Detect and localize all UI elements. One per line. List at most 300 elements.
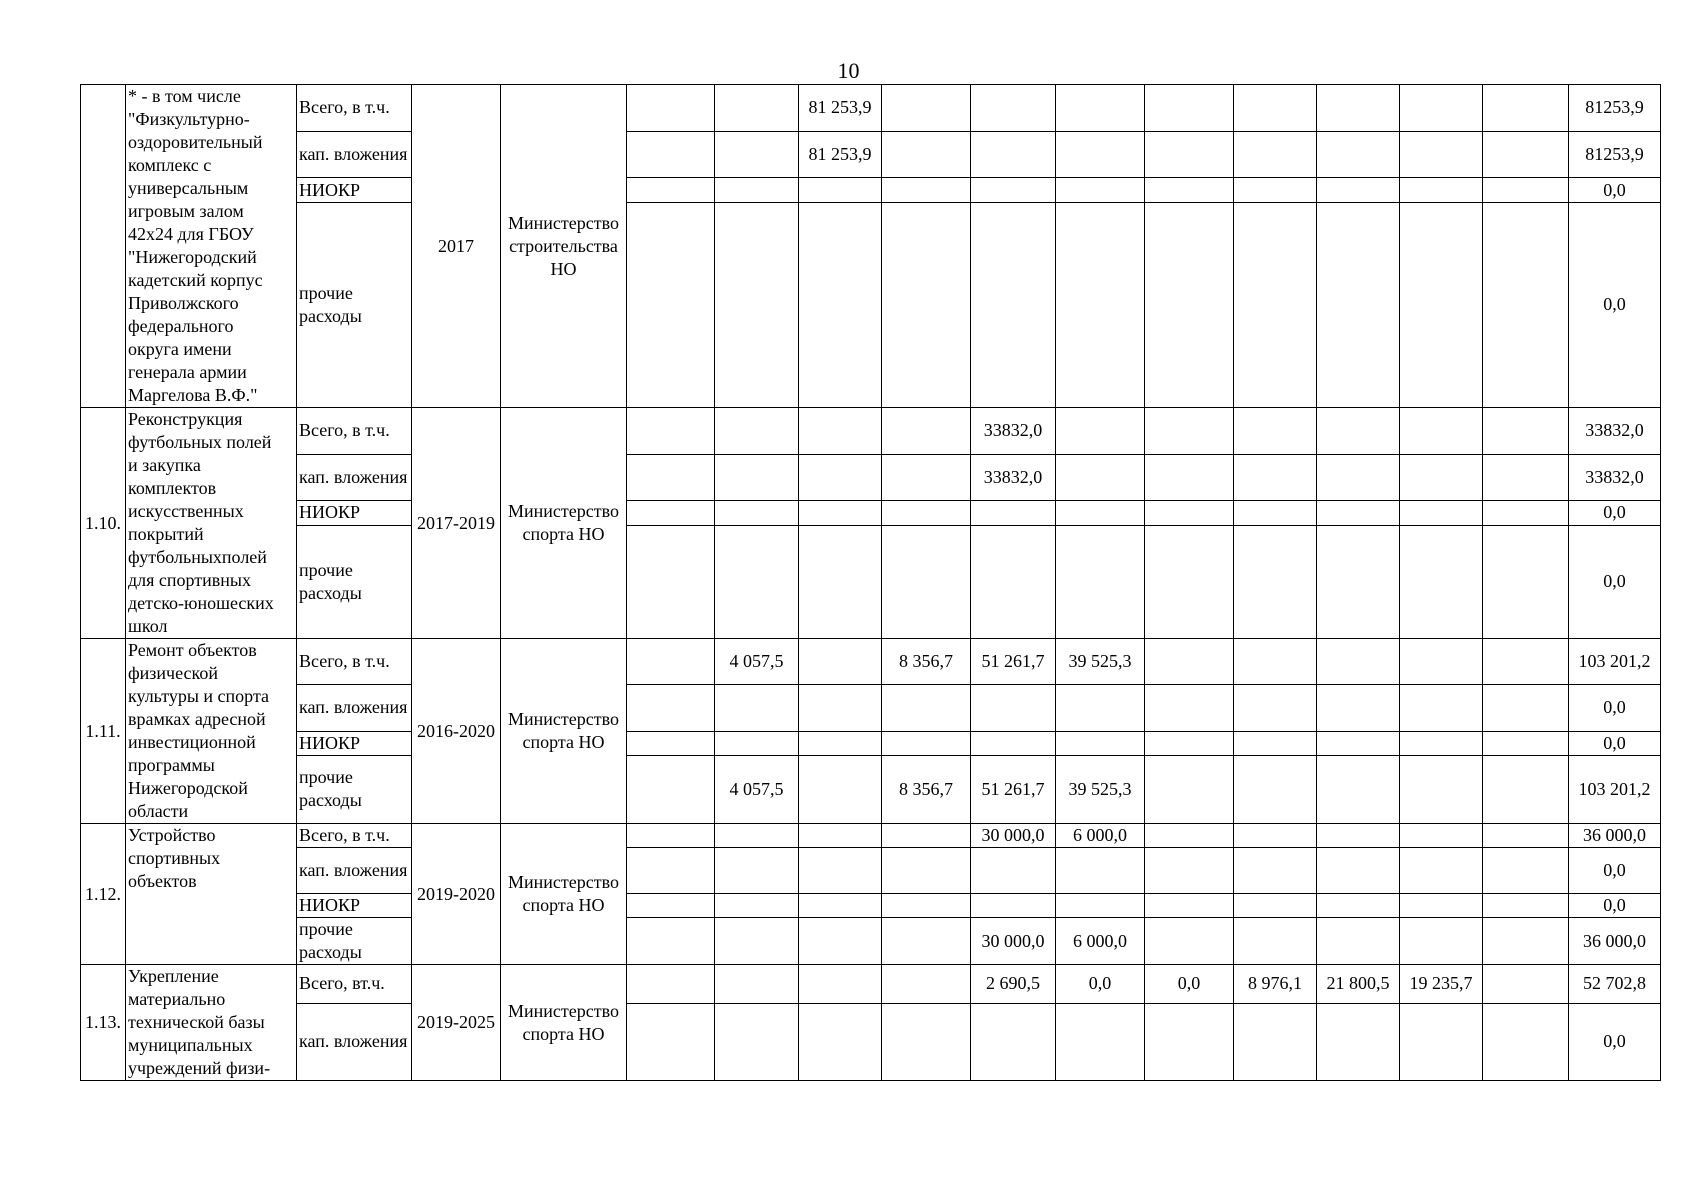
value-cell	[1483, 639, 1569, 685]
item-name-line: Приволжского	[128, 293, 239, 313]
item-name-line: Реконструкция	[128, 409, 243, 429]
value-cell	[1400, 85, 1483, 132]
value-cell	[1400, 685, 1483, 731]
value-cell: 81 253,9	[799, 131, 882, 178]
value-cell	[715, 918, 799, 965]
value-cell	[1145, 918, 1234, 965]
value-cell	[882, 965, 971, 1004]
item-name-line: Маргелова В.Ф."	[128, 385, 258, 405]
expense-type-cell: кап. вложения	[297, 1003, 412, 1080]
expense-type-cell: НИОКР	[297, 731, 412, 755]
expense-type-cell: кап. вложения	[297, 685, 412, 731]
value-cell: 0,0	[1145, 965, 1234, 1004]
value-cell	[882, 178, 971, 202]
item-name-line: Укрепление	[128, 966, 219, 986]
value-cell	[1056, 1003, 1145, 1080]
value-cell	[1400, 1003, 1483, 1080]
item-name-line: программы	[128, 755, 215, 775]
item-name-line: футбольныхполей	[128, 547, 267, 567]
value-cell	[1056, 85, 1145, 132]
value-cell	[882, 685, 971, 731]
value-cell	[1145, 131, 1234, 178]
value-cell	[1400, 501, 1483, 525]
value-cell	[1145, 408, 1234, 455]
value-cell	[882, 731, 971, 755]
value-cell	[799, 894, 882, 918]
total-cell: 103 201,2	[1569, 755, 1661, 823]
years-cell: 2017	[412, 85, 501, 408]
item-name-cell	[126, 824, 297, 965]
value-cell	[1317, 85, 1400, 132]
value-cell	[715, 731, 799, 755]
value-cell: 30 000,0	[971, 918, 1056, 965]
executor-cell: Министерство спорта НО	[501, 408, 627, 639]
value-cell	[1400, 731, 1483, 755]
item-name-line: материально	[128, 989, 226, 1009]
value-cell	[715, 408, 799, 455]
total-cell: 0,0	[1569, 178, 1661, 202]
value-cell	[627, 965, 715, 1004]
value-cell	[1483, 408, 1569, 455]
item-name-line: и закупка	[128, 455, 201, 475]
value-cell	[971, 848, 1056, 894]
value-cell	[1056, 408, 1145, 455]
value-cell	[1317, 178, 1400, 202]
value-cell	[799, 918, 882, 965]
item-name-line: "Нижегородский	[128, 247, 257, 267]
value-cell	[1317, 894, 1400, 918]
table-row	[81, 1003, 1661, 1080]
value-cell	[715, 824, 799, 848]
value-cell	[1056, 525, 1145, 639]
value-cell	[1317, 1003, 1400, 1080]
value-cell	[1145, 501, 1234, 525]
item-name-line: технической базы	[128, 1012, 265, 1032]
value-cell	[799, 202, 882, 407]
value-cell	[971, 894, 1056, 918]
item-name-line: игровым залом	[128, 201, 244, 221]
value-cell	[1483, 131, 1569, 178]
item-name-line: инвестиционной	[128, 732, 256, 752]
item-name-line: Нижегородской	[128, 778, 248, 798]
value-cell	[1056, 454, 1145, 501]
item-name-line: физической	[128, 663, 218, 683]
value-cell	[1056, 202, 1145, 407]
item-name-line: покрытий	[128, 524, 204, 544]
item-name-line: детско-юношеских	[128, 593, 274, 613]
value-cell	[1317, 454, 1400, 501]
value-cell	[627, 685, 715, 731]
value-cell	[1234, 731, 1317, 755]
value-cell: 0,0	[1056, 965, 1145, 1004]
value-cell	[1400, 131, 1483, 178]
value-cell: 51 261,7	[971, 755, 1056, 823]
item-name-line: 42х24 для ГБОУ	[128, 224, 254, 244]
budget-table	[80, 84, 1661, 1081]
value-cell	[1145, 178, 1234, 202]
value-cell	[1056, 731, 1145, 755]
table-row	[81, 918, 1661, 965]
item-name-cell	[126, 408, 297, 639]
value-cell	[1234, 408, 1317, 455]
value-cell	[1483, 824, 1569, 848]
value-cell	[627, 454, 715, 501]
value-cell	[715, 1003, 799, 1080]
value-cell	[627, 1003, 715, 1080]
value-cell	[1145, 525, 1234, 639]
value-cell	[799, 731, 882, 755]
value-cell	[1317, 824, 1400, 848]
value-cell	[1145, 848, 1234, 894]
item-name-line: комплекс с	[128, 155, 212, 175]
value-cell	[882, 824, 971, 848]
expense-type-cell: прочие расходы	[297, 525, 412, 639]
total-cell: 0,0	[1569, 1003, 1661, 1080]
expense-type-cell: Всего, в т.ч.	[297, 408, 412, 455]
value-cell	[627, 525, 715, 639]
expense-type-cell: Всего, в т.ч.	[297, 85, 412, 132]
value-cell: 8 976,1	[1234, 965, 1317, 1004]
item-name-line: искусственных	[128, 501, 244, 521]
value-cell	[1234, 894, 1317, 918]
expense-type-cell: прочие расходы	[297, 755, 412, 823]
item-name-line: для спортивных	[128, 570, 252, 590]
value-cell: 6 000,0	[1056, 918, 1145, 965]
table-row	[81, 965, 1661, 1004]
item-name-line: универсальным	[128, 178, 249, 198]
value-cell	[1145, 454, 1234, 501]
value-cell	[1234, 85, 1317, 132]
value-cell	[1483, 178, 1569, 202]
value-cell	[971, 501, 1056, 525]
value-cell	[1234, 202, 1317, 407]
value-cell	[715, 894, 799, 918]
value-cell: 4 057,5	[715, 639, 799, 685]
total-cell: 0,0	[1569, 848, 1661, 894]
value-cell	[715, 178, 799, 202]
value-cell	[1483, 501, 1569, 525]
item-name-line: муниципальных	[128, 1035, 253, 1055]
item-name-line: футбольных полей	[128, 432, 272, 452]
value-cell	[627, 755, 715, 823]
table-row	[81, 202, 1661, 407]
value-cell	[1145, 202, 1234, 407]
value-cell	[1317, 408, 1400, 455]
item-name-line: оздоровительный	[128, 132, 263, 152]
value-cell	[715, 454, 799, 501]
value-cell	[715, 131, 799, 178]
item-name-cell	[126, 965, 297, 1081]
value-cell	[1234, 848, 1317, 894]
value-cell	[1056, 178, 1145, 202]
expense-type-cell: НИОКР	[297, 894, 412, 918]
item-name-line: * - в том числе	[128, 86, 241, 106]
years-cell: 2019-2025	[412, 965, 501, 1081]
value-cell	[1056, 501, 1145, 525]
value-cell: 51 261,7	[971, 639, 1056, 685]
value-cell	[799, 965, 882, 1004]
value-cell	[1317, 202, 1400, 407]
expense-type-cell: Всего, в т.ч.	[297, 639, 412, 685]
value-cell	[1400, 202, 1483, 407]
value-cell	[1483, 965, 1569, 1004]
total-cell: 0,0	[1569, 685, 1661, 731]
value-cell	[1483, 894, 1569, 918]
expense-type-cell: кап. вложения	[297, 848, 412, 894]
value-cell	[882, 202, 971, 407]
table-row	[81, 894, 1661, 918]
expense-type-cell: НИОКР	[297, 178, 412, 202]
value-cell	[1400, 755, 1483, 823]
total-cell: 36 000,0	[1569, 824, 1661, 848]
value-cell: 39 525,3	[1056, 639, 1145, 685]
table-row	[81, 525, 1661, 639]
value-cell	[1056, 848, 1145, 894]
item-name-line: "Физкультурно-	[128, 109, 250, 129]
value-cell	[971, 178, 1056, 202]
years-cell: 2016-2020	[412, 639, 501, 824]
expense-type-cell: кап. вложения	[297, 454, 412, 501]
executor-cell: Министерство спорта НО	[501, 965, 627, 1081]
value-cell	[627, 408, 715, 455]
item-name-cell	[126, 639, 297, 824]
value-cell	[971, 131, 1056, 178]
value-cell	[1483, 454, 1569, 501]
value-cell	[799, 454, 882, 501]
value-cell	[1400, 525, 1483, 639]
item-name-line: округа имени	[128, 339, 232, 359]
table-row	[81, 85, 1661, 132]
item-name-cell	[126, 85, 297, 408]
expense-type-cell: прочие расходы	[297, 202, 412, 407]
value-cell	[1145, 1003, 1234, 1080]
value-cell: 6 000,0	[1056, 824, 1145, 848]
table-row	[81, 639, 1661, 685]
value-cell	[1317, 685, 1400, 731]
value-cell	[715, 501, 799, 525]
total-cell: 36 000,0	[1569, 918, 1661, 965]
page-number: 10	[837, 58, 860, 83]
value-cell	[1234, 501, 1317, 525]
value-cell	[1056, 894, 1145, 918]
value-cell	[1483, 755, 1569, 823]
value-cell: 39 525,3	[1056, 755, 1145, 823]
value-cell	[1234, 755, 1317, 823]
total-cell: 81253,9	[1569, 85, 1661, 132]
total-cell: 52 702,8	[1569, 965, 1661, 1004]
item-name-line: культуры и спорта	[128, 686, 270, 706]
value-cell	[882, 501, 971, 525]
item-number-cell: 1.12.	[81, 824, 126, 965]
value-cell: 21 800,5	[1317, 965, 1400, 1004]
value-cell: 4 057,5	[715, 755, 799, 823]
table-row	[81, 501, 1661, 525]
value-cell	[1400, 178, 1483, 202]
item-name-line: области	[128, 801, 189, 821]
executor-cell: Министерство строительства НО	[501, 85, 627, 408]
value-cell	[1483, 731, 1569, 755]
value-cell	[971, 525, 1056, 639]
expense-type-cell: Всего, вт.ч.	[297, 965, 412, 1004]
value-cell	[627, 202, 715, 407]
total-cell: 81253,9	[1569, 131, 1661, 178]
value-cell	[799, 408, 882, 455]
value-cell	[799, 639, 882, 685]
value-cell	[1145, 894, 1234, 918]
table-row	[81, 848, 1661, 894]
item-name-line: генерала армии	[128, 362, 247, 382]
item-name-line: Устройство	[128, 825, 216, 845]
total-cell: 103 201,2	[1569, 639, 1661, 685]
item-name-line: учреждений физи-	[128, 1058, 271, 1078]
value-cell	[627, 178, 715, 202]
value-cell	[1483, 685, 1569, 731]
value-cell	[799, 848, 882, 894]
table-row	[81, 454, 1661, 501]
value-cell	[627, 131, 715, 178]
value-cell	[1317, 755, 1400, 823]
value-cell	[1234, 918, 1317, 965]
value-cell	[1483, 202, 1569, 407]
item-name-line: федерального	[128, 316, 234, 336]
value-cell	[1400, 639, 1483, 685]
total-cell: 0,0	[1569, 894, 1661, 918]
total-cell: 33832,0	[1569, 408, 1661, 455]
value-cell	[971, 731, 1056, 755]
value-cell	[1145, 824, 1234, 848]
value-cell	[627, 85, 715, 132]
item-name-line: Ремонт объектов	[128, 640, 257, 660]
item-number-cell: 1.10.	[81, 408, 126, 639]
value-cell	[1145, 685, 1234, 731]
value-cell	[627, 848, 715, 894]
value-cell	[715, 848, 799, 894]
value-cell	[882, 85, 971, 132]
value-cell	[1145, 639, 1234, 685]
item-name-line: кадетский корпус	[128, 270, 263, 290]
executor-cell: Министерство спорта НО	[501, 639, 627, 824]
value-cell: 30 000,0	[971, 824, 1056, 848]
total-cell: 0,0	[1569, 525, 1661, 639]
value-cell	[715, 965, 799, 1004]
item-number-cell: 1.11.	[81, 639, 126, 824]
value-cell	[627, 639, 715, 685]
value-cell	[799, 178, 882, 202]
value-cell	[882, 848, 971, 894]
value-cell: 8 356,7	[882, 755, 971, 823]
value-cell	[627, 824, 715, 848]
value-cell	[1483, 525, 1569, 639]
value-cell	[882, 1003, 971, 1080]
table-row	[81, 731, 1661, 755]
value-cell	[882, 408, 971, 455]
years-cell: 2017-2019	[412, 408, 501, 639]
value-cell	[1317, 731, 1400, 755]
table-row	[81, 685, 1661, 731]
value-cell	[1317, 131, 1400, 178]
expense-type-cell: Всего, в т.ч.	[297, 824, 412, 848]
value-cell	[1400, 454, 1483, 501]
expense-type-cell: НИОКР	[297, 501, 412, 525]
value-cell	[882, 525, 971, 639]
value-cell	[715, 525, 799, 639]
value-cell	[1317, 848, 1400, 894]
value-cell	[1234, 685, 1317, 731]
value-cell	[1400, 894, 1483, 918]
value-cell	[627, 918, 715, 965]
value-cell	[1483, 1003, 1569, 1080]
value-cell	[1145, 731, 1234, 755]
value-cell: 33832,0	[971, 408, 1056, 455]
value-cell	[971, 685, 1056, 731]
value-cell	[1400, 408, 1483, 455]
value-cell	[715, 685, 799, 731]
value-cell	[1234, 131, 1317, 178]
value-cell	[1483, 848, 1569, 894]
value-cell	[1483, 85, 1569, 132]
value-cell	[882, 454, 971, 501]
value-cell	[1317, 501, 1400, 525]
table-body	[81, 85, 1661, 1081]
value-cell	[1400, 848, 1483, 894]
expense-type-cell: кап. вложения	[297, 131, 412, 178]
value-cell	[1056, 131, 1145, 178]
value-cell	[627, 731, 715, 755]
value-cell: 33832,0	[971, 454, 1056, 501]
value-cell	[799, 685, 882, 731]
value-cell	[799, 755, 882, 823]
value-cell	[1317, 639, 1400, 685]
total-cell: 0,0	[1569, 501, 1661, 525]
value-cell	[799, 824, 882, 848]
value-cell: 81 253,9	[799, 85, 882, 132]
value-cell	[627, 894, 715, 918]
value-cell	[715, 202, 799, 407]
value-cell	[799, 525, 882, 639]
value-cell	[1400, 824, 1483, 848]
table-row	[81, 131, 1661, 178]
value-cell: 19 235,7	[1400, 965, 1483, 1004]
value-cell	[1317, 918, 1400, 965]
value-cell	[1056, 685, 1145, 731]
value-cell	[971, 202, 1056, 407]
value-cell	[1234, 824, 1317, 848]
value-cell	[882, 918, 971, 965]
value-cell	[1483, 918, 1569, 965]
years-cell: 2019-2020	[412, 824, 501, 965]
table-row	[81, 824, 1661, 848]
value-cell	[1234, 639, 1317, 685]
value-cell	[971, 85, 1056, 132]
table-row	[81, 178, 1661, 202]
value-cell	[971, 1003, 1056, 1080]
total-cell: 0,0	[1569, 731, 1661, 755]
executor-cell: Министерство спорта НО	[501, 824, 627, 965]
value-cell	[715, 85, 799, 132]
item-number-cell	[81, 85, 126, 408]
value-cell	[1145, 755, 1234, 823]
value-cell	[1145, 85, 1234, 132]
item-number-cell: 1.13.	[81, 965, 126, 1081]
item-name-line: спортивных	[128, 848, 221, 868]
value-cell	[882, 894, 971, 918]
value-cell	[1234, 1003, 1317, 1080]
item-name-line: объектов	[128, 871, 197, 891]
table-row	[81, 755, 1661, 823]
value-cell: 8 356,7	[882, 639, 971, 685]
value-cell	[1400, 918, 1483, 965]
value-cell	[799, 501, 882, 525]
